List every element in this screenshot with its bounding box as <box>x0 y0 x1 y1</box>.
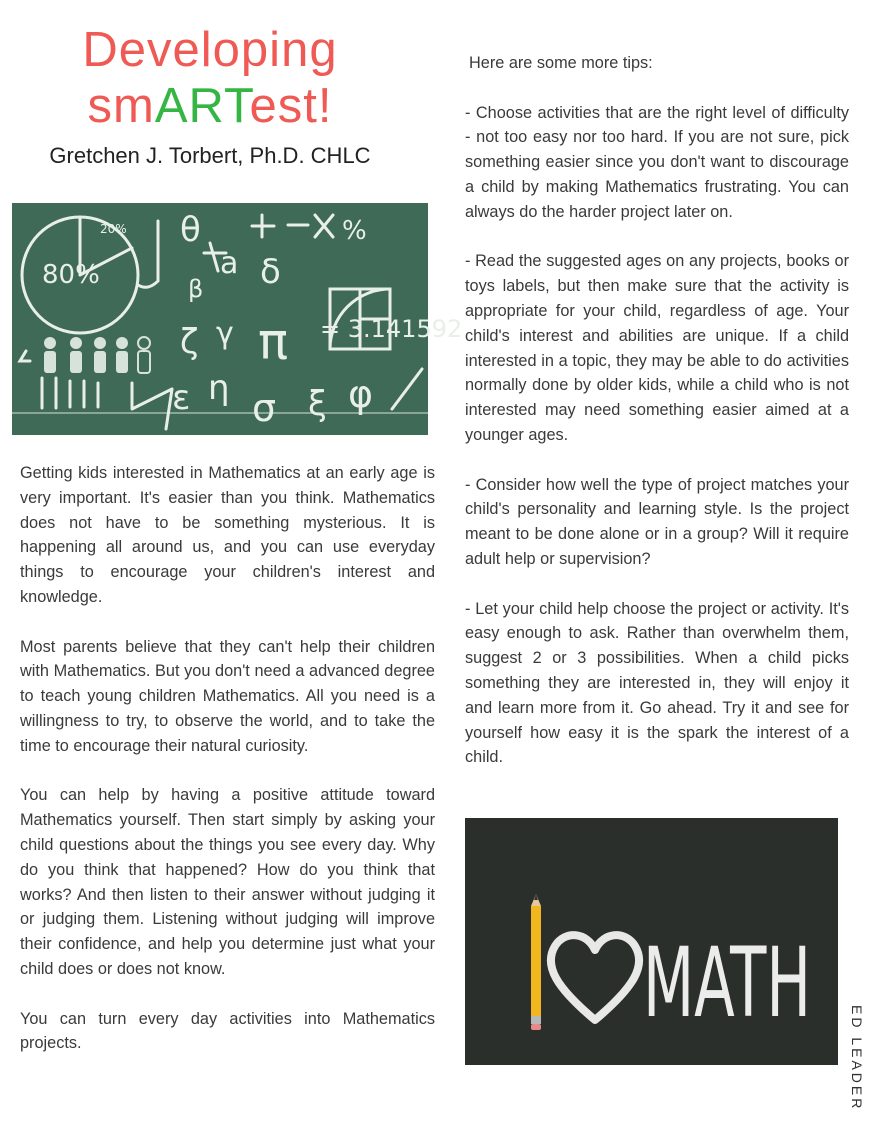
chalk-delta: δ <box>260 252 281 292</box>
paragraph: You can help by having a positive attitude toward Mathematics yourself. Then start simply by asking your child questions about the things you see every day. Why do you think that happened? How do you think that works? And then listen to their answer without judging it or judging them. Listening without judging will improve their confidence, and help you determine just what your child does or does not know. <box>20 786 435 978</box>
chalk-alpha: a <box>220 246 239 281</box>
title-line-2 <box>20 78 400 134</box>
chalk-pi: π <box>258 313 289 371</box>
tip-item: - Read the suggested ages on any projects, books or toys labels, but then make sure that the activity is appropriate for your child, regardless of age. Your child's interest and abilities are unique. If a child interested in a topic, they may be able to do activities normally done by older kids, while a child who is not interested may need something easier aimed at a younger ages. <box>465 252 849 444</box>
tip-item: - Choose activities that are the right level of difficulty - not too easy nor too hard. If you are not sure, pick something easier since you don't want to discourage a child by making Mathematics frustrating. You can always do the harder project later on. <box>465 103 849 221</box>
chalk-eta: η <box>208 368 230 408</box>
paragraph: Getting kids interested in Mathematics at an early age is very important. It's easier than you think. Mathematics does not have to be something mysterious. It is happening all around us, and you can use everyday things to encourage your children's interest and knowledge. <box>20 464 435 606</box>
chalk-epsilon: ε <box>172 378 191 418</box>
tips-intro: Here are some more tips: <box>469 54 653 72</box>
right-column <box>465 51 849 795</box>
paragraph: Most parents believe that they can't help their children with Mathematics. But you don't need a advanced degree to teach young children Mathematics. All you need is a willingness to try, to observe the world, and to take the time to encourage their natural curiosity. <box>20 637 435 755</box>
title-sm: sm <box>87 79 155 133</box>
brand-label: ED LEADER <box>849 1005 865 1112</box>
paragraph: You can turn every day activities into Mathematics projects. <box>20 1009 435 1053</box>
pi-value: = 3.141592 <box>320 315 463 343</box>
pencil-icon <box>531 894 541 1030</box>
chalk-percent: % <box>342 216 367 246</box>
title-est: est! <box>249 79 333 133</box>
page-title <box>20 22 400 134</box>
chalk-gamma: γ <box>216 316 234 351</box>
pie-label-20: 20% <box>100 222 127 236</box>
chalk-theta: θ <box>180 210 201 250</box>
chalk-phi: φ <box>348 372 374 416</box>
chalk-zeta: ζ <box>180 322 199 362</box>
chalkboard-image <box>12 203 463 435</box>
i-love-math-image <box>465 818 838 1065</box>
author-byline: Gretchen J. Torbert, Ph.D. CHLC <box>49 143 371 168</box>
tip-item: - Let your child help choose the project or activity. It's easy enough to ask. Rather than overwhelm them, suggest 2 or 3 possibilities. When a child picks something they are interested in, they will enjoy it and learn more from it. Go ahead. Try it and see for yourself how easy it is the spark the interest of a child. <box>465 599 849 767</box>
chalk-beta: β <box>188 275 204 303</box>
left-column <box>20 461 435 1081</box>
title-art: ART <box>154 79 250 133</box>
chalk-sigma: σ <box>252 386 277 430</box>
chalk-xi: ξ <box>308 384 327 424</box>
math-word: MATH <box>643 927 811 1039</box>
title-line-1: Developing <box>82 23 338 77</box>
tip-item: - Consider how well the type of project matches your child's personality and learning style. Is the project meant to be done alone or in a group? Will it require adult help or supervision? <box>465 475 849 568</box>
pie-label-80: 80% <box>42 260 100 290</box>
